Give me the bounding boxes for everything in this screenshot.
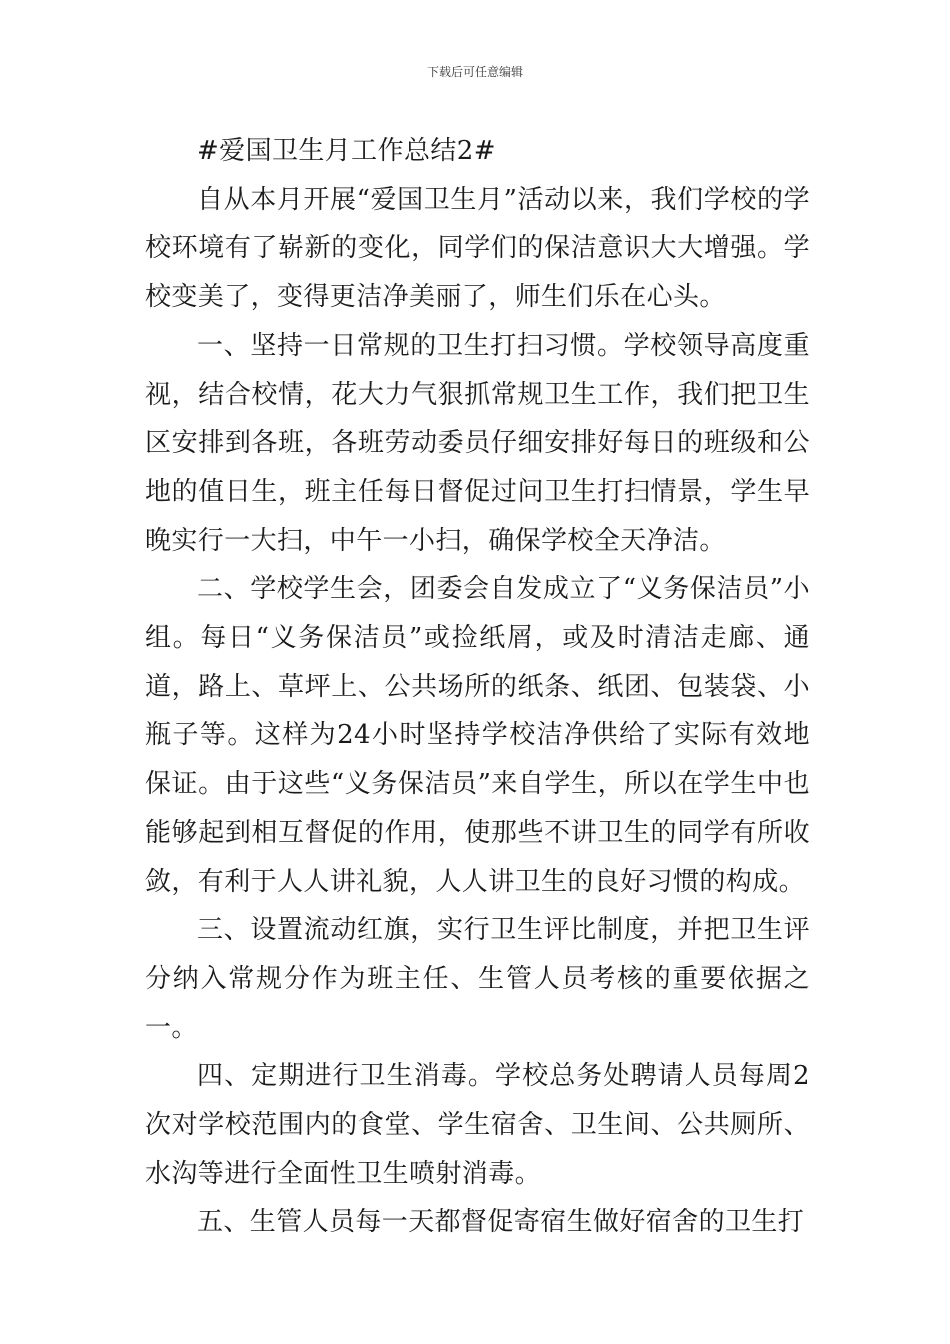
header-note: 下载后可任意编辑 bbox=[426, 65, 523, 79]
document-body bbox=[145, 127, 810, 1247]
paragraph-item-3: 三、设置流动红旗，实行卫生评比制度，并把卫生评分纳入常规分作为班主任、生管人员考核的重要依据之一。 bbox=[145, 915, 810, 1043]
paragraph-intro: 自从本月开展“爱国卫生月”活动以来，我们学校的学校环境有了崭新的变化，同学们的保洁意识大大增强。学校变美了，变得更洁净美丽了，师生们乐在心头。 bbox=[145, 184, 810, 313]
paragraph-item-5: 五、生管人员每一天都督促寄宿生做好宿舍的卫生打 bbox=[197, 1207, 805, 1238]
paragraph-item-4: 四、定期进行卫生消毒。学校总务处聘请人员每周2次对学校范围内的食堂、学生宿舍、卫生间、公共厕所、水沟等进行全面性卫生喷射消毒。 bbox=[145, 1061, 810, 1189]
paragraph-item-2: 二、学校学生会，团委会自发成立了“义务保洁员”小组。每日“义务保洁员”或捡纸屑，或及时清洁走廊、通道，路上、草坪上、公共场所的纸条、纸团、包装袋、小瓶子等。这样为24小时坚持学校洁净供给了实际有效地保证。由于这些“义务保洁员”来自学生，所以在学生中也能够起到相互督促的作用，使那些不讲卫生的同学有所收敛，有利于人人讲礼貌，人人讲卫生的良好习惯的构成。 bbox=[145, 574, 810, 897]
document-title: #爱国卫生月工作总结2# bbox=[197, 136, 496, 166]
paragraph-item-1: 一、坚持一日常规的卫生打扫习惯。学校领导高度重视，结合校情，花大力气狠抓常规卫生工作，我们把卫生区安排到各班，各班劳动委员仔细安排好每日的班级和公地的值日生，班主任每日督促过问卫生打扫情景，学生早晚实行一大扫，中午一小扫，确保学校全天净洁。 bbox=[145, 330, 810, 556]
